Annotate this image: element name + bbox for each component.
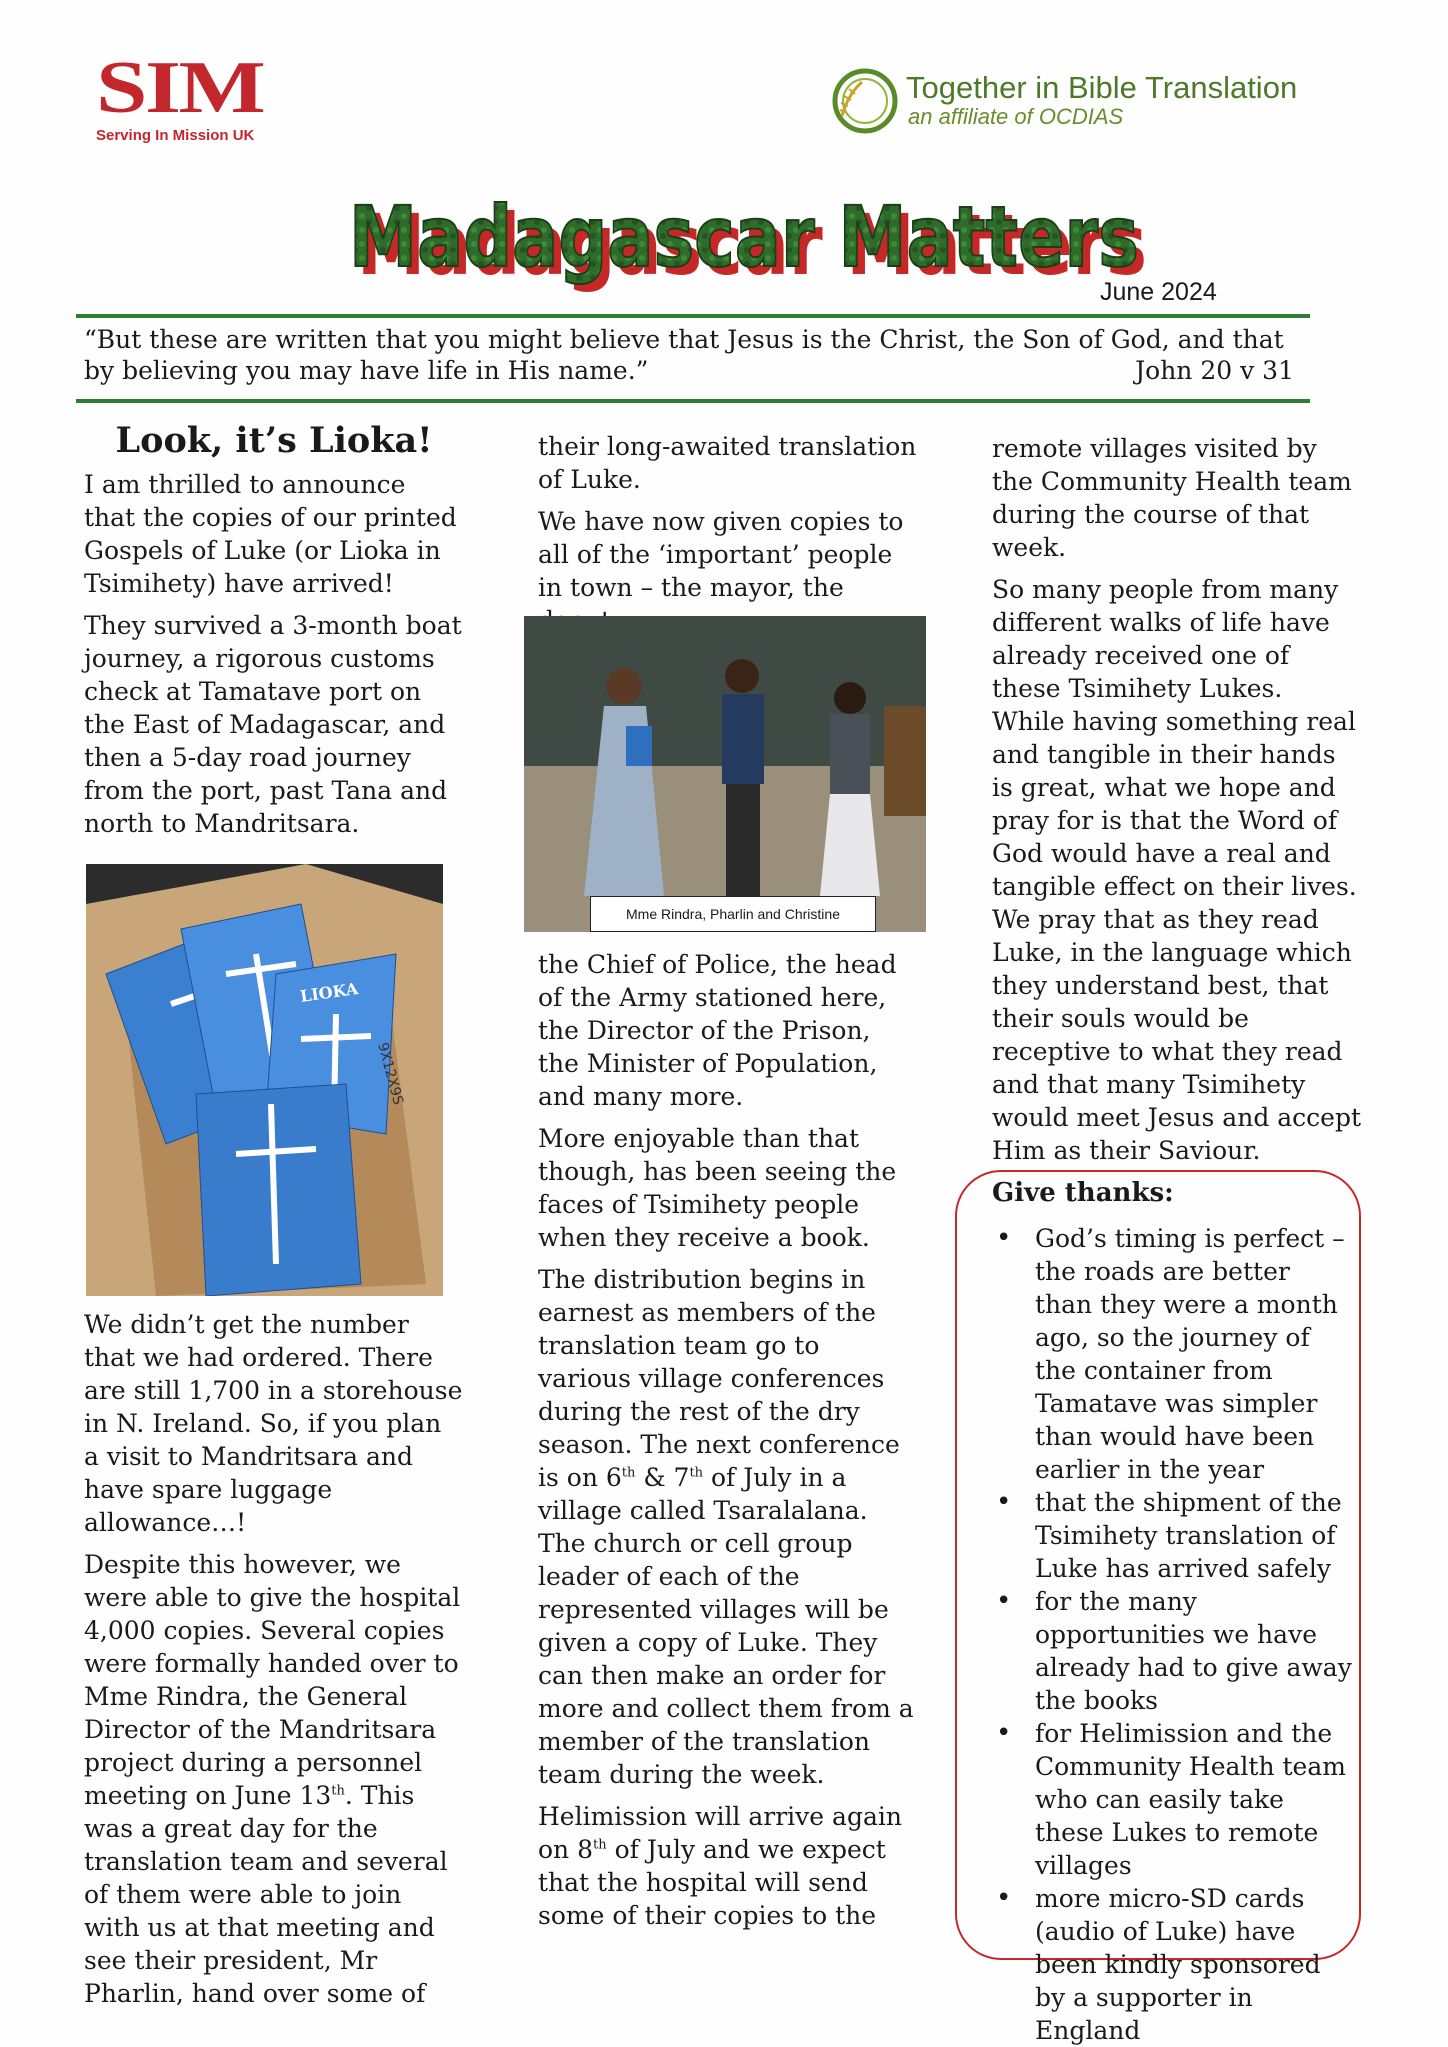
list-item: • more micro-SD cards (audio of Luke) have been kindly sponsored by a supporter in England bbox=[992, 1882, 1354, 2047]
tibt-title: Together in Bible Translation bbox=[906, 70, 1298, 105]
wheat-circle-icon bbox=[828, 64, 902, 138]
paragraph: More enjoyable than that though, has been seeing the faces of Tsimihety people when they receive a book. bbox=[538, 1124, 897, 1252]
box-print: 9X12X9S bbox=[374, 1040, 407, 1107]
paragraph: Helimission will arrive again on 8th of July and we expect that the hospital will send some of their copies to the bbox=[538, 1802, 902, 1930]
book bbox=[196, 1084, 361, 1296]
book-cover-title: LIOKA bbox=[298, 979, 360, 1006]
person-pharlin bbox=[722, 659, 764, 914]
paragraph: their long-awaited translation of Luke. bbox=[538, 432, 917, 494]
paragraph: The distribution begins in earnest as members of the translation team go to various village conferences during the rest of the dry season. The next conference is on 6th & 7th of July in a village called Tsaralalana. The church or cell group leader of each of the represented villages will be given a copy of Luke. They can then make an order for more and collect them from a member of the translation team during the week. bbox=[538, 1265, 914, 1789]
column-2-continued bbox=[538, 948, 918, 1941]
column-2 bbox=[538, 430, 918, 646]
list-item: • for the many opportunities we have already had to give away the books bbox=[992, 1585, 1354, 1717]
scripture-quote bbox=[84, 324, 1294, 386]
give-thanks-title: Give thanks: bbox=[992, 1178, 1174, 1208]
issue-date: June 2024 bbox=[1100, 278, 1217, 306]
paragraph: Despite this however, we were able to give the hospital 4,000 copies. Several copies were formally handed over to Mme Rindra, the General Director of the Mandritsara project during a personnel meeting on June 13th. This was a great day for the translation team and several of them were able to join with us at that meeting and see their president, Mr Pharlin, hand over some of bbox=[84, 1550, 461, 2008]
list-item: • that the shipment of the Tsimihety translation of Luke has arrived safely bbox=[992, 1486, 1354, 1585]
article-headline: Look, it’s Lioka! bbox=[115, 420, 433, 461]
top-rule bbox=[76, 314, 1310, 318]
column-1 bbox=[84, 418, 464, 849]
masthead-text: Madagascar Matters bbox=[349, 188, 1139, 286]
sim-logo bbox=[96, 47, 286, 144]
paragraph: remote villages visited by the Community Health team during the course of that week. bbox=[992, 434, 1352, 562]
quote-text: “But these are written that you might believe that Jesus is the Christ, the Son of God, and that by believing you may have life in His name.” bbox=[84, 325, 1284, 385]
paragraph: the Chief of Police, the head of the Army stationed here, the Director of the Prison, the Minister of Population, and many more. bbox=[538, 950, 897, 1111]
sim-logo-text: SIM bbox=[96, 47, 264, 129]
photo-caption: Mme Rindra, Pharlin and Christine bbox=[590, 896, 876, 932]
paragraph: They survived a 3-month boat journey, a rigorous customs check at Tamatave port on the East of Madagascar, and then a 5-day road journey from the port, past Tana and north to Mandritsara. bbox=[84, 611, 462, 838]
paragraph: We didn’t get the number that we had ordered. There are still 1,700 in a storehouse in N. Ireland. So, if you plan a visit to Mandritsara and have spare luggage allowance…! bbox=[84, 1310, 463, 1537]
masthead-shadow: Madagascar Matters bbox=[357, 196, 1147, 294]
masthead-title bbox=[330, 170, 1160, 310]
photo-team bbox=[524, 616, 926, 932]
paragraph: So many people from many different walks of life have already received one of these Tsimihety Lukes. While having something real and tangible in their hands is great, what we hope and pray for is that the Word of God would have a real and tangible effect on their lives. We pray that as they read Luke, in the language which they understand best, that their souls would be receptive to what they read and that many Tsimihety would meet Jesus and accept Him as their Saviour. bbox=[992, 575, 1362, 1165]
bottom-rule bbox=[76, 399, 1310, 403]
tibt-subtitle: an affiliate of OCDIAS bbox=[908, 104, 1124, 129]
photo-boxed-books bbox=[86, 864, 443, 1296]
quote-reference: John 20 v 31 bbox=[1135, 356, 1294, 385]
column-1-continued bbox=[84, 1308, 464, 2019]
tibt-logo bbox=[828, 64, 1388, 144]
paragraph: I am thrilled to announce that the copies of our printed Gospels of Luke (or Lioka in Tsimihety) have arrived! bbox=[84, 470, 457, 598]
list-item: • God’s timing is perfect – the roads are better than they were a month ago, so the journey of the container from Tamatave was simpler than would have been earlier in the year bbox=[992, 1222, 1354, 1486]
sim-tagline: Serving In Mission UK bbox=[96, 127, 255, 144]
list-item: • for Helimission and the Community Health team who can easily take these Lukes to remote villages bbox=[992, 1717, 1354, 1882]
paragraph: We have now given copies to all of the ‘important’ people in town – the mayor, the bbox=[538, 507, 904, 602]
give-thanks-list bbox=[992, 1222, 1354, 2047]
column-3 bbox=[992, 432, 1362, 1176]
